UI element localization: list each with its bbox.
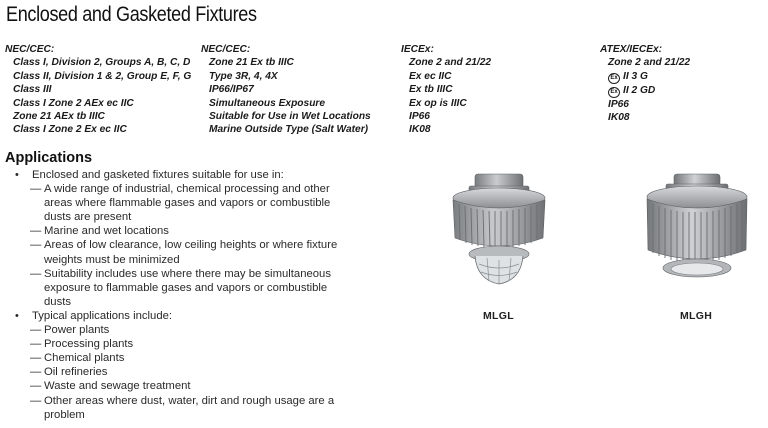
dash-icon: — xyxy=(30,380,42,393)
rating-item: Class III xyxy=(13,84,52,96)
sub-item-continuation xyxy=(10,253,400,267)
ratings-column-atex-iecex xyxy=(600,43,690,125)
dash-icon: — xyxy=(30,352,42,365)
rating-item: Zone 21 Ex tb IIIC xyxy=(209,57,294,69)
sub-item xyxy=(10,394,400,408)
rating-item: Zone 21 AEx tb IIIC xyxy=(13,111,105,123)
sub-item xyxy=(10,365,400,379)
ratings-column-nec-cec-2 xyxy=(201,43,371,137)
ratings-header: ATEX/IECEx: xyxy=(600,44,663,55)
sub-item-text: areas where flammable gases and vapors or combustible xyxy=(44,197,331,210)
sub-item-continuation xyxy=(10,408,400,422)
applications-list xyxy=(10,168,400,422)
rating-item: Suitable for Use in Wet Locations xyxy=(209,111,371,123)
sub-item-continuation xyxy=(10,281,400,295)
sub-item-text: Marine and wet locations xyxy=(44,225,169,238)
ratings-header: NEC/CEC: xyxy=(201,44,251,55)
application-bullet xyxy=(10,168,400,182)
rating-item: IP66 xyxy=(608,98,629,110)
bullet-icon: • xyxy=(15,169,19,181)
bullet-icon: • xyxy=(15,309,19,322)
sub-item-text: dusts are present xyxy=(44,211,132,224)
ex-hexagon-icon: Ex xyxy=(608,73,620,84)
mlgh-caption: MLGH xyxy=(680,310,713,322)
sub-item xyxy=(10,337,400,351)
sub-item-text: dusts xyxy=(44,295,72,308)
sub-item xyxy=(10,379,400,393)
bullet-text: Typical applications include: xyxy=(32,309,173,322)
rating-item-ex xyxy=(600,70,690,84)
rating-item: Class I, Division 2, Groups A, B, C, D xyxy=(13,57,191,69)
rating-item: Zone 2 and 21/22 xyxy=(409,57,492,69)
ex-hexagon-icon: Ex xyxy=(608,87,620,98)
ratings-header: NEC/CEC: xyxy=(5,44,55,55)
dash-icon: — xyxy=(30,239,42,252)
sub-item-text: A wide range of industrial, chemical processing and other xyxy=(44,183,330,196)
applications-heading: Applications xyxy=(5,150,93,166)
sub-item-text: exposure to flammable gases and vapors or combustible xyxy=(44,281,328,294)
sub-item-text: problem xyxy=(44,408,85,421)
rating-item: Class II, Division 1 & 2, Group E, F, G xyxy=(13,70,192,82)
mlgl-fixture-image xyxy=(435,168,563,306)
dash-icon: — xyxy=(30,267,42,280)
sub-item xyxy=(10,224,400,238)
sub-item-text: Chemical plants xyxy=(44,352,125,365)
rating-item: IK08 xyxy=(608,112,630,124)
sub-item-text: Power plants xyxy=(44,324,110,337)
sub-item xyxy=(10,267,400,281)
sub-item-text: Oil refineries xyxy=(44,366,108,379)
sub-item-text: Waste and sewage treatment xyxy=(44,380,191,393)
rating-item-text: II 3 G xyxy=(623,70,648,82)
ratings-column-iecex xyxy=(401,43,491,137)
rating-item: Class I Zone 2 AEx ec IIC xyxy=(13,97,134,109)
rating-item-ex xyxy=(600,84,690,98)
sub-item-text: weights must be minimized xyxy=(44,253,180,266)
ratings-header: IECEx: xyxy=(401,44,434,55)
rating-item: Zone 2 and 21/22 xyxy=(608,57,691,69)
sub-item-text: Other areas where dust, water, dirt and rough usage are a xyxy=(44,394,335,407)
sub-item-continuation xyxy=(10,210,400,224)
dash-icon: — xyxy=(30,394,42,407)
sub-item-text: Processing plants xyxy=(44,338,134,351)
sub-item-continuation xyxy=(10,295,400,309)
mlgh-fixture-image xyxy=(630,170,764,302)
ratings-column-nec-cec-1 xyxy=(5,43,191,137)
sub-item xyxy=(10,351,400,365)
rating-item: Ex ec IIC xyxy=(409,70,452,82)
mlgl-caption: MLGL xyxy=(483,310,514,322)
rating-item: IP66/IP67 xyxy=(209,84,254,96)
page-title: Enclosed and Gasketed Fixtures xyxy=(6,3,257,26)
application-bullet xyxy=(10,309,400,323)
sub-item-continuation xyxy=(10,196,400,210)
rating-item: Marine Outside Type (Salt Water) xyxy=(209,124,369,136)
dash-icon: — xyxy=(30,225,42,238)
dash-icon: — xyxy=(30,338,42,351)
dash-icon: — xyxy=(30,183,42,196)
rating-item-text: II 2 GD xyxy=(623,84,656,96)
rating-item: Simultaneous Exposure xyxy=(209,97,326,109)
rating-item: IP66 xyxy=(409,111,430,123)
dash-icon: — xyxy=(30,324,42,337)
sub-item xyxy=(10,238,400,252)
bullet-text: Enclosed and gasketed fixtures suitable for use in: xyxy=(32,169,284,181)
sub-item xyxy=(10,182,400,196)
rating-item: Ex tb IIIC xyxy=(409,84,453,96)
sub-item-text: Areas of low clearance, low ceiling heights or where fixture xyxy=(44,239,338,252)
dash-icon: — xyxy=(30,366,42,379)
sub-item-text: Suitability includes use where there may be simultaneous xyxy=(44,267,331,280)
rating-item: Ex op is IIIC xyxy=(409,97,467,109)
rating-item: IK08 xyxy=(409,124,431,136)
sub-item xyxy=(10,323,400,337)
rating-item: Class I Zone 2 Ex ec IIC xyxy=(13,124,127,136)
rating-item: Type 3R, 4, 4X xyxy=(209,70,278,82)
